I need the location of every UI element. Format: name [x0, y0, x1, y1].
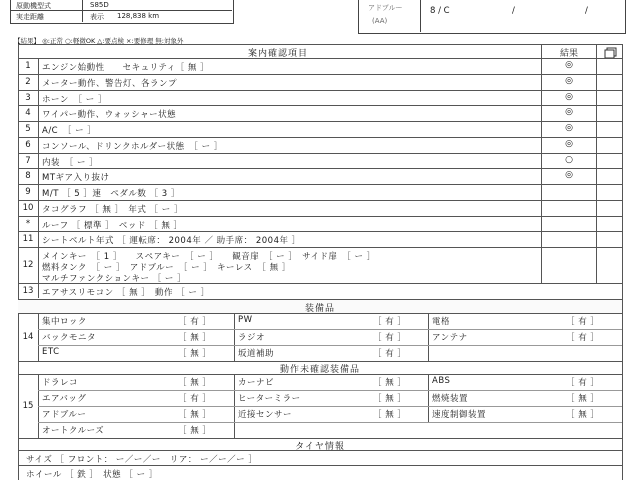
equipment-name: 速度制御装置 [432, 410, 487, 420]
inspection-result: ○ [565, 154, 573, 165]
inspection-sheet [18, 44, 622, 484]
keys-line-1: メインキー ［ 1 ］ スペアキー ［ ー ］ 観音扉 ［ ー ］ サイド扉 ［ ー ］ [42, 252, 376, 262]
model-value: S85D [90, 1, 109, 9]
inspection-item-label: ワイパー動作、ウォッシャー状態 [42, 110, 177, 121]
row-number: 14 [22, 332, 34, 342]
adblue-label: アドブルー [368, 4, 403, 12]
inspection-item-label: MTギア入り抜け [42, 173, 110, 184]
inspection-row [18, 74, 622, 91]
unverified-title: 動作未確認装備品 [279, 365, 360, 375]
equipment-status: ［ 有 ］ [566, 378, 600, 388]
slash-mark: / [512, 6, 515, 16]
equipment-name: 近接センサー [238, 410, 293, 420]
equipment-status: ［ 有 ］ [178, 394, 212, 404]
unverified-col-line-2 [428, 374, 429, 422]
row-number: 3 [25, 92, 31, 103]
equip-num-line [38, 313, 39, 361]
equipment-status: ［ 無 ］ [566, 410, 600, 420]
inspection-result: ◎ [565, 123, 573, 133]
inspection-row [18, 168, 622, 185]
vehicle-info-vdivider [82, 0, 83, 22]
inspection-item-label: ルーフ ［ 標準 ］ ベッド ［ 無 ］ [42, 220, 183, 231]
equipment-name: ラジオ [238, 333, 266, 343]
equipment-status: ［ 有 ］ [373, 333, 407, 343]
row-number: 10 [22, 202, 34, 213]
equipment-name: エアバッグ [42, 394, 87, 404]
right-border [622, 44, 623, 480]
row-number: 7 [25, 155, 31, 166]
inspection-result: ◎ [565, 91, 573, 102]
equipment-name: 集中ロック [42, 317, 87, 327]
inspection-row [18, 90, 622, 107]
inspection-row [18, 184, 622, 201]
equipment-name: アンテナ [432, 333, 468, 343]
keys-line-2: 燃料タンク ［ ー ］ アドブルー ［ ー ］ キーレス ［ 無 ］ [42, 263, 291, 273]
row-number: 8 [25, 171, 31, 182]
inspection-row [18, 105, 622, 122]
equipment-status: ［ 無 ］ [178, 426, 212, 436]
equipment-status: ［ 無 ］ [178, 378, 212, 388]
tire-title: タイヤ情報 [295, 442, 345, 452]
equipment-status: ［ 有 ］ [566, 317, 600, 327]
tire-size: サイズ ［ フロント： ー／ー／ー リア： ー／ー／ー ］ [26, 455, 258, 465]
equip-col-line-1 [234, 313, 235, 361]
inspection-row [18, 231, 622, 248]
wheel-row [18, 465, 622, 481]
equipment-name: ABS [432, 376, 451, 386]
cell-divider [38, 345, 622, 346]
inspection-item-label: シートベルト年式 ［ 運転席： 2004年 ／ 助手席： 2004年 ］ [42, 236, 301, 247]
equipment-name: 燃焼装置 [432, 394, 469, 404]
row-number: 13 [22, 286, 34, 296]
equipment-name: アドブルー [42, 410, 87, 420]
row-number: 11 [22, 234, 34, 245]
equipment-status: ［ 無 ］ [373, 410, 407, 420]
inspection-item-label: M/T ［ 5 ］速 ペダル数 ［ 3 ］ [42, 189, 180, 199]
equipment-status: ［ 有 ］ [178, 317, 212, 327]
equipment-name: ETC [42, 347, 60, 357]
inspection-item-label: コンソール、ドリンクホルダー状態 ［ ー ］ [42, 141, 223, 152]
row-number: 6 [25, 139, 31, 150]
equipment-title: 装備品 [304, 304, 335, 314]
row-number: 4 [25, 108, 31, 119]
row-number: 12 [22, 260, 34, 270]
adblue-sub: (AA) [372, 17, 388, 25]
equipment-status: ［ 無 ］ [178, 410, 212, 420]
equipment-name: カーナビ [238, 378, 275, 388]
equipment-status: ［ 無 ］ [178, 333, 212, 343]
keys-row [18, 247, 622, 284]
adblue-value: 8 / C [430, 6, 450, 16]
cell-divider [38, 390, 622, 391]
equipment-name: ドラレコ [42, 378, 79, 388]
equipment-name: オートクルーズ [42, 426, 105, 436]
air-suspension-label: エアサスリモコン ［ 無 ］ 動作 ［ ー ］ [42, 288, 210, 298]
row-number: 9 [25, 187, 31, 197]
equipment-header-row [18, 299, 622, 314]
row-number: 1 [25, 61, 31, 71]
inspection-title: 案内確認項目 [247, 49, 308, 59]
inspection-result: ◎ [565, 107, 573, 118]
equipment-status: ［ 無 ］ [373, 378, 407, 388]
keys-line-3: マルチファンクションキー ［ ー ］ [42, 274, 187, 284]
result-header: 結果 [559, 49, 578, 59]
inspection-row [18, 137, 622, 154]
inspection-row [18, 121, 622, 138]
inspection-row [18, 153, 622, 170]
equipment-name: バックモニタ [42, 333, 97, 343]
inspection-row [18, 58, 622, 75]
inspection-row [18, 200, 622, 217]
inspection-item-label: 内装 ［ ー ］ [42, 157, 99, 168]
row-number: 2 [25, 76, 31, 87]
mileage-value: 128,838 km [117, 12, 160, 20]
equipment-name: 坂道補助 [238, 349, 275, 359]
inspection-result: ◎ [565, 60, 573, 70]
result-legend: 【結果】 ◎:正常 ○:軽微OK △:要点検 ×:要修理 無:対象外 [14, 37, 184, 45]
equipment-block [18, 313, 622, 362]
mileage-label: 実走距離 [16, 13, 44, 21]
equipment-status: ［ 有 ］ [373, 349, 407, 359]
row-number: 15 [22, 401, 34, 411]
inspection-result: ◎ [565, 170, 573, 181]
cell-divider [38, 329, 622, 330]
cell-divider [38, 406, 622, 407]
tire-size-row [18, 450, 622, 466]
equipment-name: ヒーターミラー [238, 394, 301, 404]
equip-col-line-2 [428, 313, 429, 361]
cell-divider [38, 422, 622, 423]
air-suspension-row [18, 283, 622, 300]
inspection-row [18, 216, 622, 233]
row-number: * [25, 218, 31, 229]
inspection-result: ◎ [565, 75, 573, 86]
row-number: 5 [25, 124, 31, 134]
inspection-result: ◎ [565, 138, 573, 149]
inspection-item-label: タコグラフ ［ 無 ］ 年式 ［ ー ］ [42, 204, 183, 215]
equipment-status: ［ 無 ］ [373, 394, 407, 404]
equipment-status: ［ 無 ］ [178, 349, 212, 359]
unverified-header-row [18, 361, 622, 375]
adblue-vdivider [420, 0, 421, 32]
equipment-name: 電格 [432, 317, 451, 327]
copy-icon[interactable] [597, 45, 622, 59]
inspection-item-label: ホーン ［ ー ］ [42, 94, 107, 105]
model-label: 原動機型式 [16, 2, 51, 10]
equipment-status: ［ 有 ］ [566, 333, 600, 343]
equipment-status: ［ 無 ］ [566, 394, 600, 404]
wheel-info: ホイール ［ 鉄 ］ 状態 ［ ー ］ [26, 470, 158, 480]
equipment-status: ［ 有 ］ [373, 317, 407, 327]
slash-mark: / [585, 6, 588, 16]
inspection-item-label: A/C ［ ー ］ [42, 126, 97, 136]
inspection-header-row [18, 44, 622, 59]
equipment-name: PW [238, 315, 253, 325]
inspection-item-label: エンジン始動性 セキュリティ［ 無 ］ [42, 63, 210, 73]
inspection-item-label: メーター動作、警告灯、各ランプ [42, 78, 178, 89]
mileage-prefix: 表示 [90, 13, 104, 21]
